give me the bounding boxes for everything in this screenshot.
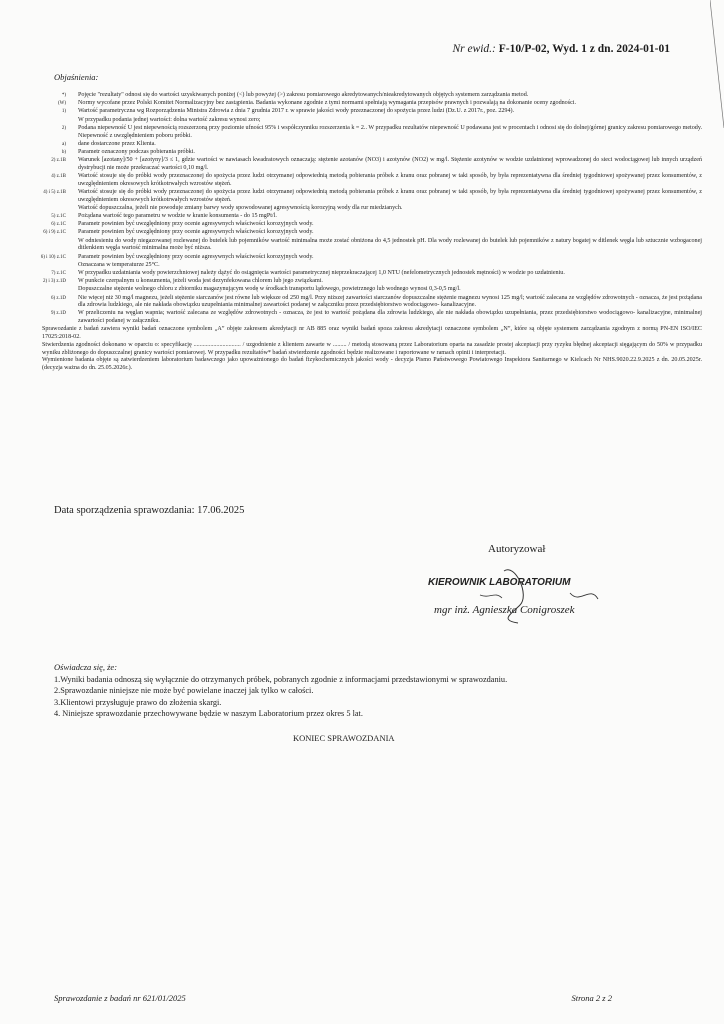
authorized-label: Autoryzował: [488, 543, 546, 555]
declarations-title: Oświadcza się, że:: [54, 662, 118, 672]
note-text: dane dostarczone przez Klienta.: [78, 140, 156, 147]
note-row: [30, 238, 702, 253]
note-marker: 7) z.1C: [51, 270, 66, 276]
note-row: [30, 286, 702, 294]
scan-edge-line: [710, 0, 724, 130]
note-row: [30, 100, 702, 108]
note-row: [30, 125, 702, 140]
note-row: [30, 295, 702, 310]
note-text: Wartość stosuje się do próbki wody przeznaczonej do spożycia przez ludzi otrzymanej odpowiednią metodą pobierania próbek z kranu oraz pobranej w taki sposób, by była reprezentatywna dla średniej tygodniowej spożywanej przez konsumentów, z uwzględnieniem okresowych krótkotrwałych wzrostów stężeń.: [78, 188, 702, 203]
note-text: Dopuszczalne stężenie wolnego chloru z zbiorniku magazynującym wodę w środkach transportu lądowego, powietrznego lub wodnego wynosi 0,3-0,5 mg/l.: [78, 286, 461, 293]
declarations-list: [54, 674, 507, 719]
note-row: [30, 229, 702, 237]
note-marker: 5) z.1C: [51, 214, 66, 220]
note-row: [30, 141, 702, 149]
note-text: Pojęcie "rezultaty" odnosi się do wartości uzyskiwanych poniżej (<) lub powyżej (>) zakresu pomiarowego akredytowanych/nieakredytowanych objętych systemem zarządzania metod.: [78, 92, 529, 98]
note-marker: (W): [57, 101, 66, 107]
note-marker: 6) i 9) z.1C: [43, 230, 66, 236]
notes-list: [30, 92, 702, 373]
note-text: W odniesieniu do wody niegazowanej rozlewanej do butelek lub pojemników wartość minimalna może zostać obniżona do 4,5 jednostek pH. Dla wody rozlewanej do butelek lub pojemników z natury bogatej w ditlenek węgla lub sztucznie wzbogaconej ditlenkiem węgla wartość minimalna może być niższa.: [78, 237, 702, 252]
note-marker: b): [61, 149, 66, 155]
closing-paragraph: Stwierdzenia zgodności dokonano w oparciu o: specyfikację ............................... / uzgodnienie z klientem zawarte w ......... / metodą stosowaną przez Laboratorium oparta na zasadzie prostej akceptacji przy ryzyku błędnej akceptacji sięgającym do 50% w przypadku wyniku zbliżonego do dopuszczalnej granicy wartości pomiarowej. W przypadku rezultatów* badań stwierdzenie zgodności będzie realizowane i raportowane w ramach opinii i interpretacji.: [42, 341, 702, 356]
declaration-item: 3.Klientowi przysługuje prawo do złożenia skargi.: [54, 697, 222, 707]
note-marker: [30, 205, 78, 213]
note-text: Parametr powinien być uwzględniony przy ocenie agresywnych właściwości korozyjnych wody.: [78, 253, 314, 260]
note-text: W przypadku podania jednej wartości: dolna wartość zakresu wynosi zero;: [78, 116, 261, 123]
report-date: Data sporządzenia sprawozdania: 17.06.2025: [54, 505, 245, 516]
note-row: [30, 262, 702, 270]
note-text: Podana niepewność U jest niepewnością rozszerzoną przy poziomie ufności 95% i współczynniku rozszerzenia k = 2.. W przypadku rezultatów niepewność U podawana jest w procentach i odnosi się do dolnej/górnej granicy zakresu pomiarowego metody. Niepewność z uwzględnieniem poboru próbki.: [78, 124, 702, 139]
note-row: [30, 173, 702, 188]
note-marker: [30, 117, 78, 125]
note-marker: 6) z.1D: [51, 295, 66, 301]
note-text: Wartość stosuje się do próbki wody przeznaczonej do spożycia przez ludzi otrzymanej odpowiednią metodą pobierania próbek z kranu oraz pobranej w taki sposób, by była reprezentatywna dla średniej tygodniowej spożywanej przez konsumentów, z uwzględnieniem okresowych krótkotrwałych wzrostów stężeń.: [78, 173, 702, 187]
document-code-prefix: Nr ewid.:: [452, 43, 496, 55]
note-text: W przeliczeniu na węglan wapnia; wartość zalecana ze względów zdrowotnych - oznacza, że jest to wartość pożądana dla zdrowia ludzkiego, ale nie nakłada obowiązku uzupełniania, przez przedsiębiorstwo wodociągowo- kanalizacyjne, minimalnej zawartości podanej w załączniku.: [78, 310, 702, 325]
note-marker: *): [61, 93, 66, 98]
note-marker: 2) z.1B: [51, 158, 66, 164]
note-text: W przypadku uzdatniania wody powierzchniowej należy dążyć do osiągnięcia wartości parametrycznej nieprzekraczającej 1,0 NTU (nefelometrycznych jednostek mętności) w wodzie po uzdatnieniu.: [78, 269, 565, 276]
note-row: [30, 157, 702, 172]
note-text: Parametr oznaczony podczas pobierania próbki.: [78, 148, 195, 155]
note-marker: 6) z.1C: [51, 222, 66, 228]
note-row: [30, 149, 702, 157]
note-marker: 6) i 10) z.1C: [40, 254, 66, 260]
note-marker: [30, 262, 78, 270]
explanations-title: Objaśnienia:: [54, 72, 99, 82]
note-row: [30, 189, 702, 204]
note-text: Parametr powinien być uwzględniony przy ocenie agresywnych właściwości korozyjnych wody.: [78, 221, 314, 228]
note-marker: 4) i 5) z.1B: [43, 189, 66, 195]
note-marker: 4) z.1B: [51, 174, 66, 180]
declaration-item: 4. Niniejsze sprawozdanie przechowywane będzie w naszym Laboratorium przez okres 5 lat.: [54, 708, 363, 718]
note-row: [30, 117, 702, 125]
closing-paragraph: Wymienione badania objęte są zatwierdzeniem laboratorium badawczego jako upoważnionego do badań fizykochemicznych jakości wody - decyzja Pismo Państwowego Powiatowego Inspektora Sanitarnego w Kielcach Nr NHS.9020.22.9.2025 z dn. 20.05.2025r. (decyzja ważna do dn. 25.05.2026r.).: [42, 357, 702, 371]
end-of-report: KONIEC SPRAWOZDANIA: [293, 733, 395, 743]
closing-paragraph: Sprawozdanie z badań zawiera wyniki badań oznaczone symbolem „A” objęte zakresem akredytacji nr AB 885 oraz wyniki badań spoza zakresu akredytacji oznaczone symbolem „N”, które są objęte systemem zarządzania zgodnym z normą PN-EN ISO/IEC 17025:2018-02.: [42, 326, 702, 341]
svg-text:mgr inż. Agnieszka Conigroszek: mgr inż. Agnieszka Conigroszek: [434, 604, 575, 616]
note-text: Nie więcej niż 30 mg/l magnezu, jeżeli stężenie siarczanów jest równe lub większe od 250 mg/l. Przy niższej zawartości siarczanów dopuszczalne stężenie magnezu wynosi 125 mg/l; wartość zalecana ze względów zdrowotnych - oznacza, że jest pożądana dla zdrowia ludzkiego, ale nie nakłada obowiązku uzupełniania minimalnej zawartości podanej w załączniku przez przedsiębiorstwo wodociągowo- kanalizacyjne.: [78, 294, 702, 309]
note-marker: [30, 238, 78, 253]
note-text: W punkcie czerpalnym u konsumenta, jeżeli woda jest dezynfekowana chlorem lub jego związkami.: [78, 278, 323, 285]
note-row: [30, 108, 702, 116]
note-row: [30, 270, 702, 278]
declaration-item: 1.Wyniki badania odnoszą się wyłącznie do otrzymanych próbek, pobranych zgodnie z informacjami przedstawionymi w sprawozdaniu.: [54, 675, 508, 684]
footer-page-number: Strona 2 z 2: [571, 993, 612, 1003]
document-code: [452, 43, 670, 55]
note-row: [30, 92, 702, 100]
note-marker: [30, 286, 78, 294]
note-marker: a): [62, 141, 66, 147]
note-marker: 2) i 3) z.1D: [42, 279, 66, 285]
note-marker: 1): [61, 109, 66, 115]
note-text: Normy wycofane przez Polski Komitet Normalizacyjny bez zastąpienia. Badania wykonane zgodnie z tymi normami spełniają wymagania przepisów prawnych i pozwalają na dokonanie oceny zgodności.: [78, 100, 576, 107]
declaration-item: 2.Sprawozdanie niniejsze nie może być powielane inaczej jak tylko w całości.: [54, 686, 314, 696]
footer-report-number: Sprawozdanie z badań nr 621/01/2025: [54, 993, 186, 1003]
note-marker: 2): [61, 125, 66, 131]
note-text: Pożądana wartość tego parametru w wodzie w kranie konsumenta - do 15 mgPt/l.: [78, 213, 277, 220]
document-code-value: F-10/P-02, Wyd. 1 z dn. 2024-01-01: [498, 43, 670, 55]
note-row: [30, 278, 702, 286]
note-text: Oznaczana w temperaturze 25°C.: [78, 261, 160, 268]
note-text: Wartość parametryczna wg Rozporządzenia Ministra Zdrowia z dnia 7 grudnia 2017 r. w sprawie jakości wody przeznaczonej do spożycia przez ludzi (Dz.U. z 2017r., poz. 2294).: [78, 108, 515, 115]
note-marker: 9) z.1D: [51, 311, 66, 317]
note-text: Parametr powinien być uwzględniony przy ocenie agresywnych właściwości korozyjnych wody.: [78, 229, 314, 236]
note-row: [30, 310, 702, 325]
note-text: Wartość dopuszczalna, jeżeli nie powoduje zmiany barwy wody spowodowanej agresywnością korozyjną wody dla rur miedzianych.: [78, 204, 403, 211]
note-row: [30, 205, 702, 213]
note-row: [30, 213, 702, 221]
note-text: Warunek [azotany]/50 + [azotyny]/3 ≤ 1, gdzie wartości w nawiasach kwadratowych oznaczają: stężenie azotanów (NO3) i azotynów (NO2) w mg/l. Stężenie azotynów w wodzie uzdatnionej wprowadzonej do sieci wodociągowej lub innych urządzeń dystrybucji nie może przekraczać wartości 0,10 mg/l.: [78, 157, 702, 171]
note-row: [30, 254, 702, 262]
svg-text:KIEROWNIK LABORATORIUM: KIEROWNIK LABORATORIUM: [428, 577, 571, 588]
note-row: [30, 221, 702, 229]
signature-stamp: [420, 565, 640, 625]
